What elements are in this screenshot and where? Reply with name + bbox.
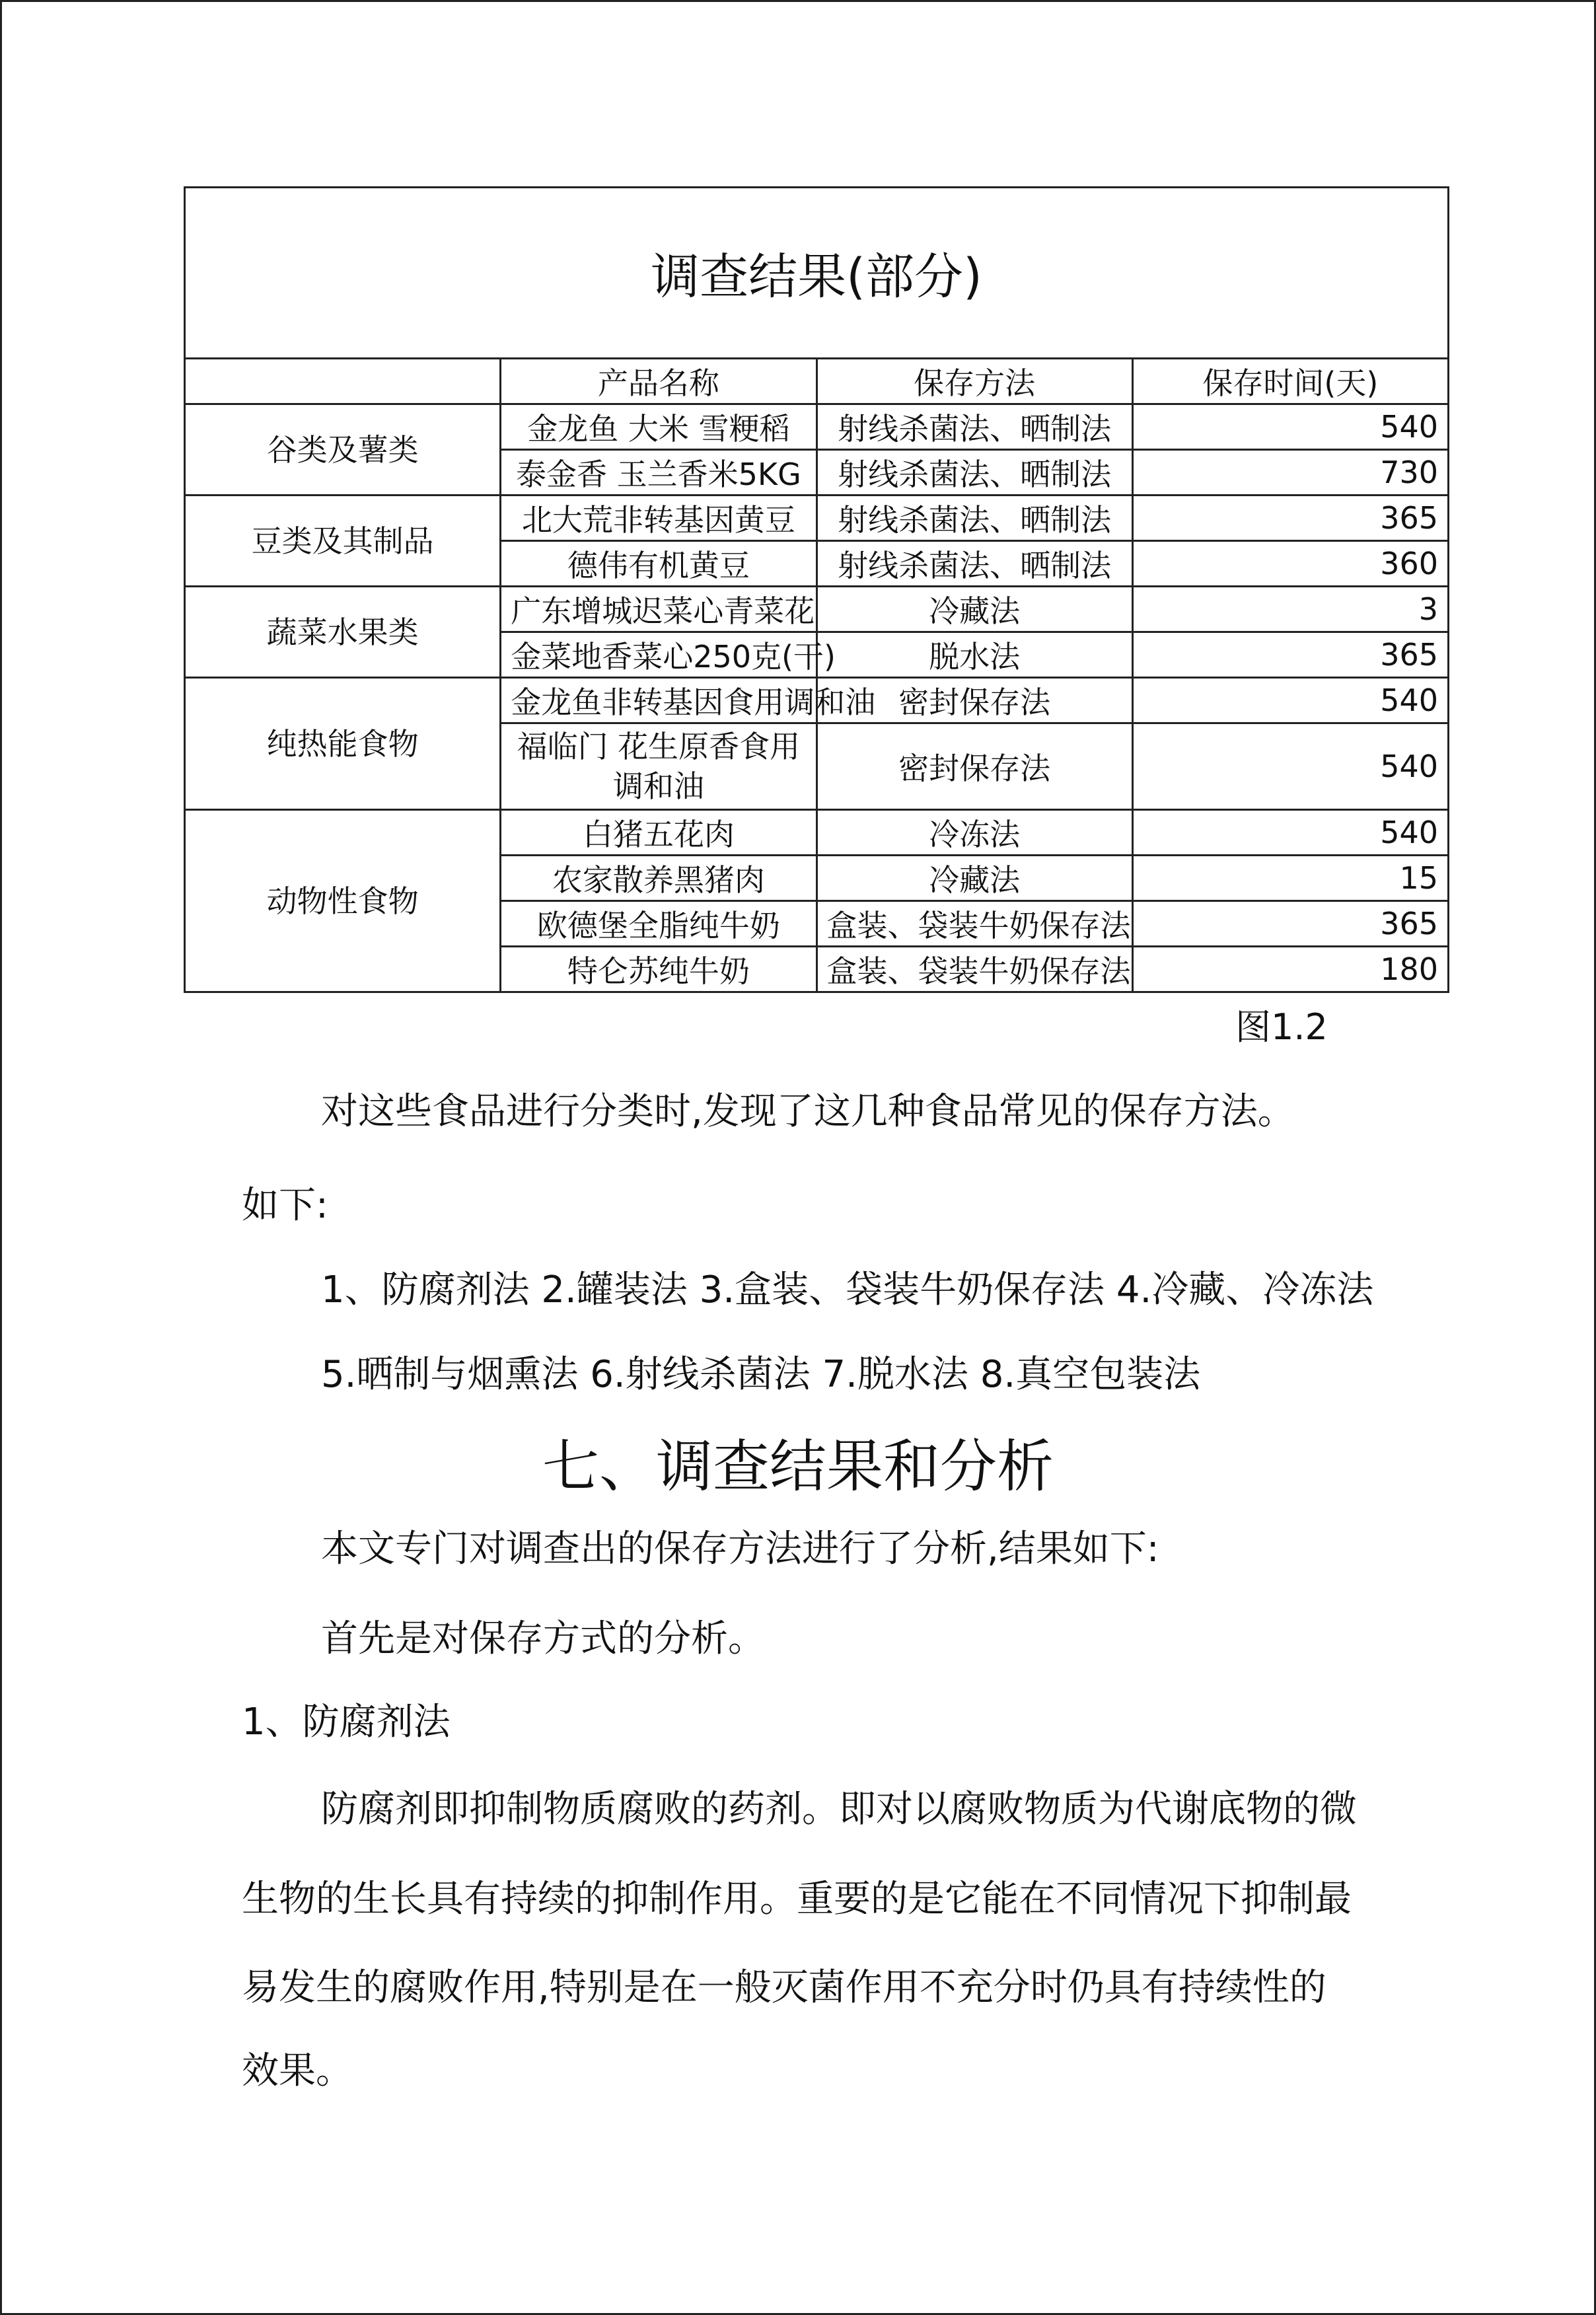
method-cell: 冷冻法 [816,810,1132,856]
table-title: 调查结果(部分) [185,188,1449,359]
days-cell: 15 [1132,856,1448,901]
days-cell: 180 [1132,947,1448,992]
days-cell: 3 [1132,587,1448,632]
table-title-row [185,188,1449,359]
table-row [185,496,1449,541]
days-cell: 360 [1132,541,1448,587]
category-cell: 动物性食物 [185,810,501,992]
category-cell: 蔬菜水果类 [185,587,501,678]
table-header-row [185,359,1449,404]
sub-heading: 1、防腐剂法 [242,1701,451,1744]
days-cell: 365 [1132,901,1448,947]
method-cell: 射线杀菌法、晒制法 [816,496,1132,541]
paragraph-as-follows: 如下: [242,1184,328,1227]
product-name-cell: 泰金香 玉兰香米5KG [501,450,816,496]
product-name-cell: 德伟有机黄豆 [501,541,816,587]
category-cell: 纯热能食物 [185,678,501,810]
survey-results-table [184,186,1449,993]
methods-list-line-1: 1、防腐剂法 2.罐装法 3.盒装、袋装牛奶保存法 4.冷藏、冷冻法 [321,1268,1374,1311]
method-cell: 盒装、袋装牛奶保存法 [816,947,1132,992]
days-cell: 540 [1132,723,1448,810]
method-cell: 射线杀菌法、晒制法 [816,541,1132,587]
category-cell: 谷类及薯类 [185,404,501,496]
days-cell: 540 [1132,810,1448,856]
section-heading: 七、调查结果和分析 [542,1434,1054,1500]
table-row [185,404,1449,450]
method-cell: 盒装、袋装牛奶保存法 [816,901,1132,947]
header-days: 保存时间(天) [1132,359,1448,404]
body-line-4: 效果。 [242,2049,353,2092]
product-name-cell: 金龙鱼非转基因食用调和油 [501,678,816,723]
header-product-name: 产品名称 [501,359,816,404]
paragraph-first: 首先是对保存方式的分析。 [321,1617,765,1660]
days-cell: 540 [1132,404,1448,450]
days-cell: 540 [1132,678,1448,723]
product-name-cell: 北大荒非转基因黄豆 [501,496,816,541]
category-cell: 豆类及其制品 [185,496,501,587]
method-cell: 密封保存法 [816,678,1132,723]
method-cell: 密封保存法 [816,723,1132,810]
paragraph-intro: 对这些食品进行分类时,发现了这几种食品常见的保存方法。 [321,1090,1295,1133]
table-row [185,587,1449,632]
product-name-cell: 金龙鱼 大米 雪粳稻 [501,404,816,450]
product-name-cell: 金菜地香菜心250克(干) [501,632,816,678]
days-cell: 730 [1132,450,1448,496]
product-name-cell: 白猪五花肉 [501,810,816,856]
body-line-1: 防腐剂即抑制物质腐败的药剂。即对以腐败物质为代谢底物的微 [321,1788,1357,1831]
table-row [185,810,1449,856]
table-row [185,678,1449,723]
figure-caption: 图1.2 [1235,1006,1328,1048]
body-line-3: 易发生的腐败作用,特别是在一般灭菌作用不充分时仍具有持续性的 [242,1966,1326,2009]
paragraph-analysis-intro: 本文专门对调查出的保存方法进行了分析,结果如下: [321,1527,1159,1570]
product-name-cell: 特仑苏纯牛奶 [501,947,816,992]
product-name-cell: 广东增城迟菜心青菜花 [501,587,816,632]
header-category [185,359,501,404]
days-cell: 365 [1132,632,1448,678]
body-line-2: 生物的生长具有持续的抑制作用。重要的是它能在不同情况下抑制最 [242,1878,1352,1921]
product-name-cell: 欧德堡全脂纯牛奶 [501,901,816,947]
method-cell: 脱水法 [816,632,1132,678]
method-cell: 射线杀菌法、晒制法 [816,450,1132,496]
methods-list-line-2: 5.晒制与烟熏法 6.射线杀菌法 7.脱水法 8.真空包装法 [321,1353,1201,1396]
product-name-cell: 福临门 花生原香食用调和油 [501,723,816,810]
days-cell: 365 [1132,496,1448,541]
method-cell: 射线杀菌法、晒制法 [816,404,1132,450]
header-method: 保存方法 [816,359,1132,404]
method-cell: 冷藏法 [816,587,1132,632]
product-name-cell: 农家散养黑猪肉 [501,856,816,901]
method-cell: 冷藏法 [816,856,1132,901]
